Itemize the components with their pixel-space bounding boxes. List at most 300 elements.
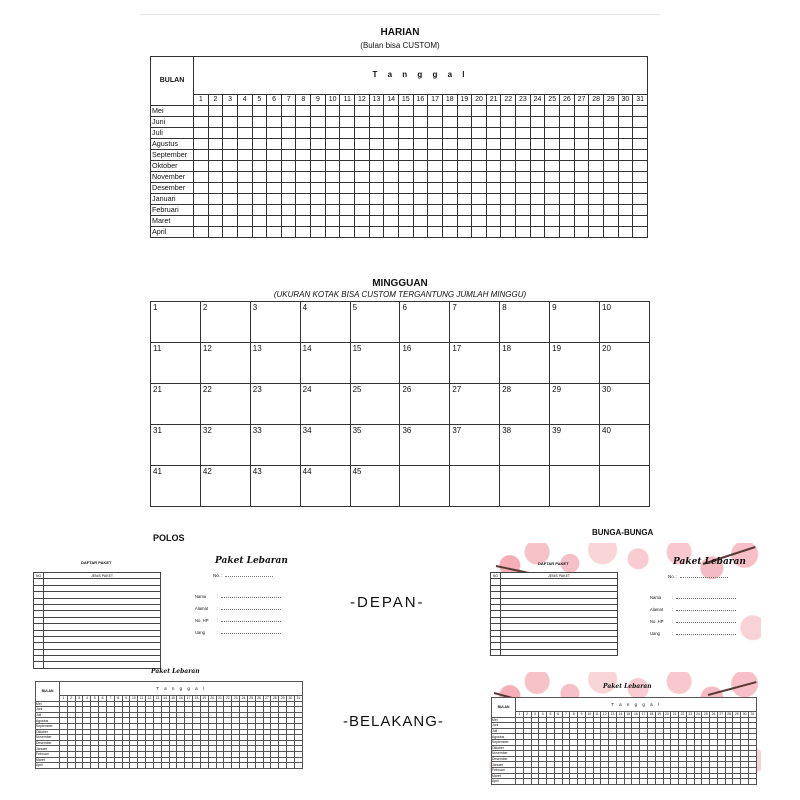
day-cell[interactable] — [281, 150, 296, 161]
day-cell[interactable] — [501, 139, 516, 150]
day-cell[interactable] — [369, 183, 384, 194]
day-cell[interactable] — [296, 205, 311, 216]
day-cell[interactable] — [442, 216, 457, 227]
day-cell[interactable] — [633, 205, 648, 216]
day-cell[interactable] — [384, 172, 399, 183]
day-cell[interactable] — [472, 227, 487, 238]
day-cell[interactable] — [384, 227, 399, 238]
day-cell[interactable] — [355, 106, 370, 117]
day-cell[interactable] — [325, 183, 340, 194]
day-cell[interactable] — [208, 205, 223, 216]
day-cell[interactable] — [486, 150, 501, 161]
week-cell[interactable]: 37 — [450, 425, 500, 466]
day-cell[interactable] — [457, 106, 472, 117]
day-cell[interactable] — [296, 194, 311, 205]
day-cell[interactable] — [618, 194, 633, 205]
day-cell[interactable] — [223, 150, 238, 161]
day-cell[interactable] — [516, 216, 531, 227]
day-cell[interactable] — [547, 779, 555, 785]
week-cell[interactable]: 17 — [450, 343, 500, 384]
day-cell[interactable] — [530, 216, 545, 227]
day-cell[interactable] — [545, 117, 560, 128]
day-cell[interactable] — [560, 216, 575, 227]
day-cell[interactable] — [311, 227, 326, 238]
day-cell[interactable] — [325, 150, 340, 161]
day-cell[interactable] — [633, 128, 648, 139]
day-cell[interactable] — [516, 117, 531, 128]
day-cell[interactable] — [398, 117, 413, 128]
day-cell[interactable] — [369, 128, 384, 139]
day-cell[interactable] — [267, 106, 282, 117]
day-cell[interactable] — [355, 183, 370, 194]
day-cell[interactable] — [193, 763, 201, 769]
day-cell[interactable] — [618, 161, 633, 172]
week-cell[interactable]: 22 — [200, 384, 250, 425]
day-cell[interactable] — [501, 205, 516, 216]
day-cell[interactable] — [603, 194, 618, 205]
day-cell[interactable] — [311, 117, 326, 128]
week-cell[interactable]: 35 — [350, 425, 400, 466]
day-cell[interactable] — [208, 216, 223, 227]
day-cell[interactable] — [486, 227, 501, 238]
day-cell[interactable] — [325, 216, 340, 227]
day-cell[interactable] — [384, 194, 399, 205]
day-cell[interactable] — [589, 227, 604, 238]
day-cell[interactable] — [267, 194, 282, 205]
day-cell[interactable] — [208, 763, 216, 769]
day-cell[interactable] — [194, 216, 209, 227]
week-cell[interactable]: 27 — [450, 384, 500, 425]
day-cell[interactable] — [237, 183, 252, 194]
day-cell[interactable] — [428, 150, 443, 161]
day-cell[interactable] — [501, 172, 516, 183]
day-cell[interactable] — [725, 779, 733, 785]
day-cell[interactable] — [240, 763, 248, 769]
day-cell[interactable] — [562, 779, 570, 785]
day-cell[interactable] — [457, 227, 472, 238]
day-cell[interactable] — [442, 183, 457, 194]
day-cell[interactable] — [384, 183, 399, 194]
day-cell[interactable] — [486, 183, 501, 194]
day-cell[interactable] — [208, 150, 223, 161]
day-cell[interactable] — [589, 150, 604, 161]
day-cell[interactable] — [428, 139, 443, 150]
day-cell[interactable] — [325, 106, 340, 117]
day-cell[interactable] — [516, 106, 531, 117]
day-cell[interactable] — [428, 106, 443, 117]
day-cell[interactable] — [223, 194, 238, 205]
day-cell[interactable] — [560, 194, 575, 205]
day-cell[interactable] — [589, 161, 604, 172]
day-cell[interactable] — [472, 117, 487, 128]
day-cell[interactable] — [398, 172, 413, 183]
week-cell[interactable]: 36 — [400, 425, 450, 466]
day-cell[interactable] — [369, 194, 384, 205]
day-cell[interactable] — [589, 194, 604, 205]
day-cell[interactable] — [516, 227, 531, 238]
week-cell[interactable]: 13 — [250, 343, 300, 384]
day-cell[interactable] — [294, 763, 302, 769]
day-cell[interactable] — [501, 227, 516, 238]
day-cell[interactable] — [501, 106, 516, 117]
day-cell[interactable] — [589, 139, 604, 150]
day-cell[interactable] — [472, 139, 487, 150]
day-cell[interactable] — [530, 128, 545, 139]
day-cell[interactable] — [384, 139, 399, 150]
day-cell[interactable] — [281, 128, 296, 139]
day-cell[interactable] — [585, 779, 593, 785]
day-cell[interactable] — [486, 194, 501, 205]
week-cell[interactable]: 20 — [600, 343, 650, 384]
day-cell[interactable] — [223, 117, 238, 128]
day-cell[interactable] — [574, 161, 589, 172]
day-cell[interactable] — [633, 150, 648, 161]
day-cell[interactable] — [472, 128, 487, 139]
day-cell[interactable] — [138, 763, 146, 769]
day-cell[interactable] — [208, 183, 223, 194]
day-cell[interactable] — [574, 216, 589, 227]
day-cell[interactable] — [369, 205, 384, 216]
week-cell[interactable]: 21 — [151, 384, 201, 425]
day-cell[interactable] — [472, 194, 487, 205]
day-cell[interactable] — [609, 779, 617, 785]
day-cell[interactable] — [325, 161, 340, 172]
day-cell[interactable] — [633, 194, 648, 205]
day-cell[interactable] — [194, 139, 209, 150]
day-cell[interactable] — [267, 161, 282, 172]
day-cell[interactable] — [486, 216, 501, 227]
day-cell[interactable] — [223, 205, 238, 216]
day-cell[interactable] — [589, 117, 604, 128]
day-cell[interactable] — [442, 106, 457, 117]
day-cell[interactable] — [237, 161, 252, 172]
day-cell[interactable] — [603, 205, 618, 216]
day-cell[interactable] — [686, 779, 694, 785]
day-cell[interactable] — [355, 161, 370, 172]
day-cell[interactable] — [578, 779, 586, 785]
week-cell[interactable]: 42 — [200, 466, 250, 507]
day-cell[interactable] — [340, 205, 355, 216]
day-cell[interactable] — [501, 161, 516, 172]
week-cell[interactable]: 6 — [400, 302, 450, 343]
day-cell[interactable] — [208, 194, 223, 205]
day-cell[interactable] — [603, 128, 618, 139]
day-cell[interactable] — [574, 128, 589, 139]
day-cell[interactable] — [252, 150, 267, 161]
day-cell[interactable] — [413, 117, 428, 128]
day-cell[interactable] — [237, 194, 252, 205]
day-cell[interactable] — [501, 194, 516, 205]
day-cell[interactable] — [717, 779, 725, 785]
day-cell[interactable] — [560, 139, 575, 150]
day-cell[interactable] — [589, 205, 604, 216]
day-cell[interactable] — [603, 161, 618, 172]
day-cell[interactable] — [287, 763, 295, 769]
day-cell[interactable] — [663, 779, 671, 785]
day-cell[interactable] — [237, 216, 252, 227]
day-cell[interactable] — [398, 106, 413, 117]
week-cell[interactable]: 24 — [300, 384, 350, 425]
day-cell[interactable] — [413, 205, 428, 216]
week-cell[interactable]: 25 — [350, 384, 400, 425]
day-cell[interactable] — [398, 128, 413, 139]
day-cell[interactable] — [296, 139, 311, 150]
day-cell[interactable] — [252, 128, 267, 139]
day-cell[interactable] — [472, 150, 487, 161]
day-cell[interactable] — [516, 139, 531, 150]
day-cell[interactable] — [223, 227, 238, 238]
day-cell[interactable] — [369, 227, 384, 238]
day-cell[interactable] — [618, 183, 633, 194]
day-cell[interactable] — [398, 194, 413, 205]
day-cell[interactable] — [589, 183, 604, 194]
day-cell[interactable] — [325, 117, 340, 128]
day-cell[interactable] — [224, 763, 232, 769]
week-cell[interactable]: 40 — [600, 425, 650, 466]
day-cell[interactable] — [208, 117, 223, 128]
day-cell[interactable] — [472, 106, 487, 117]
day-cell[interactable] — [311, 216, 326, 227]
week-cell[interactable]: 9 — [550, 302, 600, 343]
day-cell[interactable] — [428, 117, 443, 128]
day-cell[interactable] — [574, 172, 589, 183]
day-cell[interactable] — [252, 194, 267, 205]
day-cell[interactable] — [457, 139, 472, 150]
day-cell[interactable] — [733, 779, 741, 785]
day-cell[interactable] — [237, 227, 252, 238]
day-cell[interactable] — [442, 172, 457, 183]
day-cell[interactable] — [442, 117, 457, 128]
day-cell[interactable] — [618, 227, 633, 238]
day-cell[interactable] — [237, 139, 252, 150]
day-cell[interactable] — [296, 216, 311, 227]
day-cell[interactable] — [271, 763, 279, 769]
week-cell[interactable]: 4 — [300, 302, 350, 343]
day-cell[interactable] — [545, 139, 560, 150]
day-cell[interactable] — [194, 117, 209, 128]
day-cell[interactable] — [281, 194, 296, 205]
day-cell[interactable] — [340, 216, 355, 227]
day-cell[interactable] — [194, 161, 209, 172]
day-cell[interactable] — [208, 139, 223, 150]
day-cell[interactable] — [247, 763, 255, 769]
day-cell[interactable] — [618, 150, 633, 161]
day-cell[interactable] — [384, 117, 399, 128]
day-cell[interactable] — [472, 172, 487, 183]
day-cell[interactable] — [618, 205, 633, 216]
day-cell[interactable] — [325, 205, 340, 216]
day-cell[interactable] — [281, 106, 296, 117]
day-cell[interactable] — [369, 172, 384, 183]
day-cell[interactable] — [340, 139, 355, 150]
day-cell[interactable] — [603, 183, 618, 194]
day-cell[interactable] — [671, 779, 679, 785]
day-cell[interactable] — [413, 227, 428, 238]
day-cell[interactable] — [741, 779, 749, 785]
day-cell[interactable] — [223, 106, 238, 117]
day-cell[interactable] — [267, 128, 282, 139]
day-cell[interactable] — [472, 216, 487, 227]
day-cell[interactable] — [106, 763, 114, 769]
day-cell[interactable] — [296, 117, 311, 128]
day-cell[interactable] — [216, 763, 224, 769]
day-cell[interactable] — [413, 150, 428, 161]
day-cell[interactable] — [618, 172, 633, 183]
day-cell[interactable] — [252, 117, 267, 128]
day-cell[interactable] — [531, 779, 539, 785]
day-cell[interactable] — [237, 128, 252, 139]
day-cell[interactable] — [560, 150, 575, 161]
day-cell[interactable] — [442, 227, 457, 238]
day-cell[interactable] — [618, 128, 633, 139]
day-cell[interactable] — [267, 183, 282, 194]
week-cell[interactable]: 2 — [200, 302, 250, 343]
day-cell[interactable] — [311, 172, 326, 183]
day-cell[interactable] — [574, 205, 589, 216]
day-cell[interactable] — [208, 128, 223, 139]
day-cell[interactable] — [633, 227, 648, 238]
day-cell[interactable] — [530, 172, 545, 183]
week-cell[interactable]: 12 — [200, 343, 250, 384]
day-cell[interactable] — [325, 172, 340, 183]
day-cell[interactable] — [530, 150, 545, 161]
day-cell[interactable] — [545, 194, 560, 205]
day-cell[interactable] — [255, 763, 263, 769]
week-cell[interactable]: 10 — [600, 302, 650, 343]
day-cell[interactable] — [325, 227, 340, 238]
day-cell[interactable] — [593, 779, 601, 785]
day-cell[interactable] — [574, 150, 589, 161]
day-cell[interactable] — [457, 194, 472, 205]
day-cell[interactable] — [530, 106, 545, 117]
day-cell[interactable] — [442, 139, 457, 150]
week-cell[interactable]: 44 — [300, 466, 350, 507]
day-cell[interactable] — [574, 139, 589, 150]
day-cell[interactable] — [311, 150, 326, 161]
day-cell[interactable] — [472, 161, 487, 172]
day-cell[interactable] — [633, 161, 648, 172]
day-cell[interactable] — [457, 161, 472, 172]
day-cell[interactable] — [486, 117, 501, 128]
day-cell[interactable] — [428, 172, 443, 183]
day-cell[interactable] — [340, 227, 355, 238]
day-cell[interactable] — [633, 183, 648, 194]
day-cell[interactable] — [177, 763, 185, 769]
day-cell[interactable] — [296, 172, 311, 183]
day-cell[interactable] — [252, 216, 267, 227]
week-cell[interactable]: 41 — [151, 466, 201, 507]
day-cell[interactable] — [296, 183, 311, 194]
day-cell[interactable] — [281, 183, 296, 194]
day-cell[interactable] — [633, 216, 648, 227]
day-cell[interactable] — [516, 172, 531, 183]
day-cell[interactable] — [603, 150, 618, 161]
day-cell[interactable] — [603, 216, 618, 227]
day-cell[interactable] — [428, 128, 443, 139]
day-cell[interactable] — [574, 194, 589, 205]
day-cell[interactable] — [311, 183, 326, 194]
day-cell[interactable] — [545, 128, 560, 139]
day-cell[interactable] — [267, 139, 282, 150]
day-cell[interactable] — [530, 183, 545, 194]
day-cell[interactable] — [545, 216, 560, 227]
day-cell[interactable] — [570, 779, 578, 785]
day-cell[interactable] — [252, 106, 267, 117]
day-cell[interactable] — [457, 216, 472, 227]
day-cell[interactable] — [501, 183, 516, 194]
day-cell[interactable] — [486, 128, 501, 139]
day-cell[interactable] — [545, 150, 560, 161]
day-cell[interactable] — [75, 763, 83, 769]
day-cell[interactable] — [369, 106, 384, 117]
week-cell[interactable]: 14 — [300, 343, 350, 384]
week-cell[interactable]: 15 — [350, 343, 400, 384]
day-cell[interactable] — [223, 139, 238, 150]
day-cell[interactable] — [122, 763, 130, 769]
day-cell[interactable] — [545, 183, 560, 194]
day-cell[interactable] — [603, 139, 618, 150]
day-cell[interactable] — [267, 227, 282, 238]
day-cell[interactable] — [618, 117, 633, 128]
day-cell[interactable] — [413, 216, 428, 227]
day-cell[interactable] — [355, 172, 370, 183]
day-cell[interactable] — [398, 205, 413, 216]
week-cell[interactable]: 30 — [600, 384, 650, 425]
week-cell[interactable]: 33 — [250, 425, 300, 466]
day-cell[interactable] — [355, 139, 370, 150]
day-cell[interactable] — [589, 128, 604, 139]
day-cell[interactable] — [530, 117, 545, 128]
day-cell[interactable] — [501, 128, 516, 139]
day-cell[interactable] — [384, 216, 399, 227]
day-cell[interactable] — [618, 216, 633, 227]
day-cell[interactable] — [428, 161, 443, 172]
day-cell[interactable] — [296, 150, 311, 161]
day-cell[interactable] — [574, 106, 589, 117]
week-cell[interactable]: 7 — [450, 302, 500, 343]
week-cell[interactable]: 16 — [400, 343, 450, 384]
day-cell[interactable] — [355, 216, 370, 227]
day-cell[interactable] — [281, 205, 296, 216]
day-cell[interactable] — [223, 161, 238, 172]
day-cell[interactable] — [281, 117, 296, 128]
day-cell[interactable] — [200, 763, 208, 769]
day-cell[interactable] — [340, 161, 355, 172]
day-cell[interactable] — [311, 161, 326, 172]
day-cell[interactable] — [384, 150, 399, 161]
day-cell[interactable] — [413, 161, 428, 172]
day-cell[interactable] — [603, 172, 618, 183]
day-cell[interactable] — [311, 106, 326, 117]
day-cell[interactable] — [237, 106, 252, 117]
day-cell[interactable] — [384, 161, 399, 172]
day-cell[interactable] — [279, 763, 287, 769]
day-cell[interactable] — [67, 763, 75, 769]
day-cell[interactable] — [267, 117, 282, 128]
day-cell[interactable] — [574, 227, 589, 238]
day-cell[interactable] — [539, 779, 547, 785]
week-cell[interactable]: 8 — [500, 302, 550, 343]
day-cell[interactable] — [83, 763, 91, 769]
day-cell[interactable] — [311, 194, 326, 205]
day-cell[interactable] — [601, 779, 609, 785]
day-cell[interactable] — [296, 106, 311, 117]
day-cell[interactable] — [340, 128, 355, 139]
day-cell[interactable] — [355, 227, 370, 238]
day-cell[interactable] — [589, 106, 604, 117]
day-cell[interactable] — [208, 161, 223, 172]
day-cell[interactable] — [252, 227, 267, 238]
